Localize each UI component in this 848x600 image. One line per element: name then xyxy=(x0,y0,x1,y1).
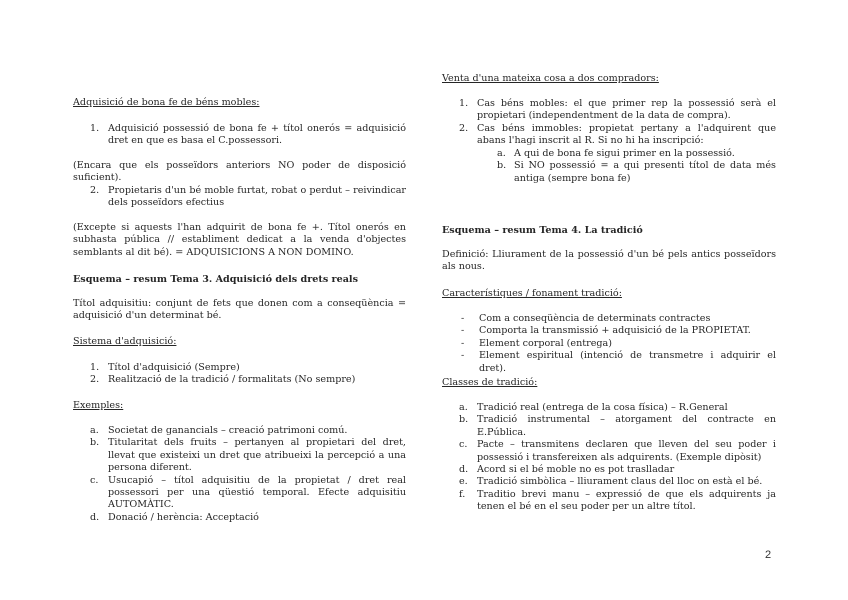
list-text: Titularitat dels fruits – pertanyen al propietari del dret, llevat que existeixi un dret que atribueixi la percepció a una persona diferent. xyxy=(108,437,406,474)
list-text: Traditio brevi manu – expressió de que els adquirents ja tenen el bé en el seu poder per un altre títol. xyxy=(477,488,776,513)
list-text: Adquisició possessió de bona fe + títol onerós = adquisició dret en que es basa el C.possessori. xyxy=(108,123,406,147)
heading-tema-4: Esquema – resum Tema 4. La tradició xyxy=(442,225,643,236)
list-text: Propietaris d'un bé moble furtat, robat o perdut – reivindicar dels posseïdors efectius xyxy=(108,185,406,209)
list-item xyxy=(73,362,406,374)
heading-tema-3: Esquema – resum Tema 3. Adquisició dels drets reals xyxy=(73,274,358,285)
list-marker: 2. xyxy=(90,374,100,386)
list-adquisicio-1 xyxy=(73,123,406,148)
heading-sistema-adquisicio: Sistema d'adquisició: xyxy=(73,336,177,347)
list-marker: - xyxy=(461,325,465,337)
list-item xyxy=(73,437,406,474)
list-marker: 1. xyxy=(90,362,100,373)
list-text: Usucapió – títol adquisitiu de la propietat / dret real possessori per una qüestió temporal. Efecte adquisitiu AUTOMÀTIC. xyxy=(108,474,406,511)
list-text: Tradició simbòlica – lliurament claus del lloc on està el bé. xyxy=(477,476,763,488)
list-text: Si NO possessió = a qui presenti títol de data més antiga (sempre bona fe) xyxy=(514,160,776,184)
list-caracteristiques xyxy=(442,313,776,375)
list-marker: d. xyxy=(459,464,469,476)
list-item xyxy=(442,414,776,439)
list-adquisicio-2 xyxy=(73,185,406,210)
list-exemples xyxy=(73,425,406,524)
paragraph-definicio: Definició: Lliurament de la possessió d'un bé pels antics posseïdors als nous. xyxy=(442,249,776,273)
paragraph-excepte: (Excepte si aquests l'han adquirit de bona fe +. Títol onerós en subhasta pública // establiment dedicat a la venda d'objectes semblants al dit bé). = ADQUISICIONS A NON DOMINO. xyxy=(73,222,406,258)
list-marker: e. xyxy=(459,476,468,488)
list-marker: - xyxy=(461,313,465,324)
list-text: Cas béns immobles: propietat pertany a l'adquirent que abans l'hagi inscrit al R. Si no hi ha inscripció: xyxy=(477,122,776,147)
list-text: Donació / herència: Acceptació xyxy=(108,511,259,523)
list-item xyxy=(442,338,776,350)
list-text: Societat de ganancials – creació patrimoni comú. xyxy=(108,425,348,436)
list-marker: a. xyxy=(497,148,506,159)
list-item xyxy=(442,160,776,185)
list-text: Cas béns mobles: el que primer rep la possessió serà el propietari (independentment de la data de compra). xyxy=(477,98,776,122)
list-marker: 2. xyxy=(90,185,100,196)
list-text: Acord si el bé moble no es pot traslladar xyxy=(477,464,675,476)
list-text: A qui de bona fe sigui primer en la possessió. xyxy=(514,148,735,159)
list-marker: c. xyxy=(90,474,99,486)
list-item xyxy=(442,476,776,488)
list-marker: - xyxy=(461,337,465,349)
list-venta-casos xyxy=(442,98,776,148)
list-item xyxy=(73,425,406,437)
heading-exemples: Exemples: xyxy=(73,400,124,411)
list-text: Tradició real (entrega de la cosa física) – R.General xyxy=(477,402,728,413)
list-sistema-adquisicio xyxy=(73,362,406,387)
heading-classes-tradicio: Classes de tradició: xyxy=(442,377,538,388)
list-item xyxy=(73,475,406,512)
list-marker: d. xyxy=(90,511,100,523)
list-item xyxy=(442,325,776,337)
list-marker: b. xyxy=(90,437,100,449)
list-item xyxy=(442,123,776,148)
heading-caracteristiques: Característiques / fonament tradició: xyxy=(442,288,622,299)
list-item xyxy=(73,374,406,386)
list-marker: b. xyxy=(459,414,469,426)
list-item xyxy=(73,123,406,148)
list-item xyxy=(73,185,406,210)
list-item xyxy=(442,98,776,123)
list-text: Element corporal (entrega) xyxy=(479,337,613,349)
heading-venta-dos-compradors: Venta d'una mateixa cosa a dos compradors: xyxy=(442,73,659,84)
list-text: Tradició instrumental – atorgament del contracte en E.Pública. xyxy=(477,414,776,438)
list-text: Pacte – transmitens declaren que lleven del seu poder i possessió i transfereixen als adquirents. (Exemple dipòsit) xyxy=(477,439,776,463)
list-marker: a. xyxy=(459,402,468,413)
paragraph-titol-adquisitiu: Títol adquisitiu: conjunt de fets que donen com a conseqüència = adquisició d'un determinat bé. xyxy=(73,298,406,322)
list-text: Element espiritual (intenció de transmetre i adquirir el dret). xyxy=(479,350,776,374)
list-marker: a. xyxy=(90,425,99,436)
list-marker: b. xyxy=(497,160,507,172)
paragraph-posseidors: (Encara que els posseïdors anteriors NO poder de disposició suficient). xyxy=(73,160,406,184)
list-item xyxy=(73,512,406,524)
list-item xyxy=(442,350,776,375)
list-item xyxy=(442,489,776,514)
list-item xyxy=(442,402,776,414)
list-classes-tradicio xyxy=(442,402,776,514)
list-marker: c. xyxy=(459,439,468,451)
list-item xyxy=(442,148,776,160)
list-text: Comporta la transmissió + adquisició de la PROPIETAT. xyxy=(479,325,751,337)
list-marker: 2. xyxy=(459,122,469,134)
heading-adquisicio-bona-fe: Adquisició de bona fe de béns mobles: xyxy=(73,97,260,108)
list-marker: f. xyxy=(459,488,466,500)
list-marker: 1. xyxy=(90,123,100,134)
list-marker: 1. xyxy=(459,98,469,109)
list-item xyxy=(442,313,776,325)
list-text: Com a conseqüència de determinats contractes xyxy=(479,313,711,324)
list-text: Realització de la tradició / formalitats (No sempre) xyxy=(108,374,356,386)
sublist-inscripcio xyxy=(442,148,776,185)
list-marker: - xyxy=(461,350,465,362)
list-item xyxy=(442,439,776,464)
list-item xyxy=(442,464,776,476)
list-text: Títol d'adquisició (Sempre) xyxy=(108,362,240,373)
page-number: 2 xyxy=(765,549,772,561)
